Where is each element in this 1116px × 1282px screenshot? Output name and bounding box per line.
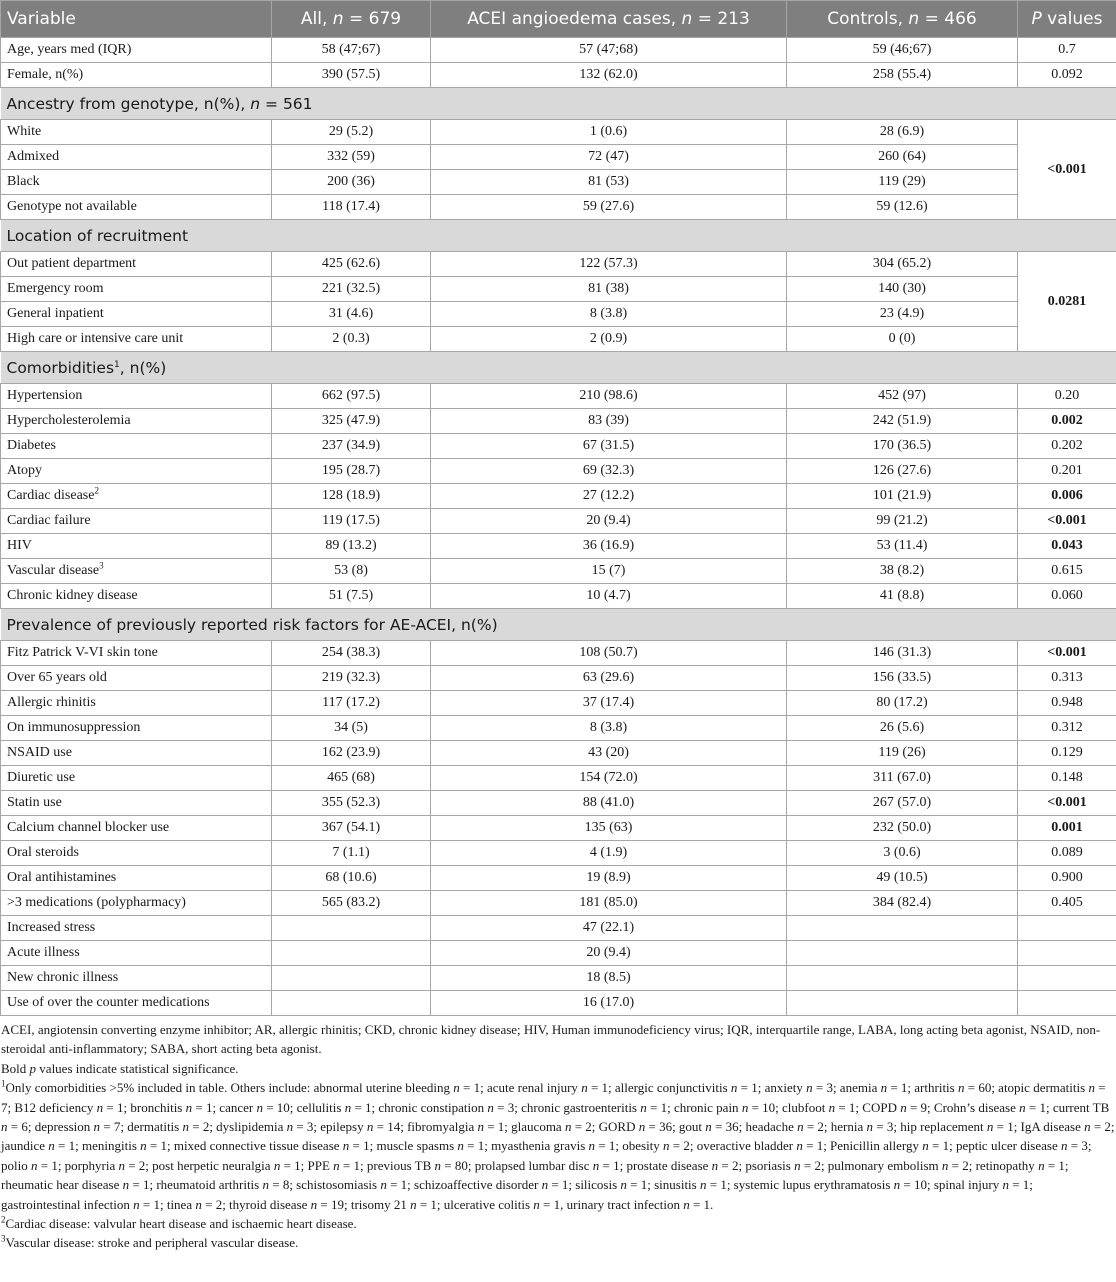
all-value: 662 (97.5): [272, 384, 431, 409]
row-label-text: Over 65 years old: [7, 670, 107, 685]
section-text: Ancestry from genotype, n(%),: [6, 94, 251, 113]
cases-value: 122 (57.3): [431, 252, 787, 277]
row-label: [1, 409, 272, 434]
table-row: [1, 327, 1116, 352]
row-label: [1, 716, 272, 741]
cases-value: 2 (0.9): [431, 327, 787, 352]
footnote-1: $^1$Only comorbidities >5% included in table. Others include: abnormal uterine bleeding n = 1; acute renal injury n = 1; allergic conjunctivitis n = 1; anxiety n = 3; anemia n = 1; arthritis n = 60; atopic dermatitis n = 7; B12 deficiency n = 1; bronchitis n = 1; cancer n = 10; cellulitis n = 1; chronic constipation n = 3; chronic gastroenteritis n = 1; chronic pain n = 10; clubfoot n = 1; COPD n = 9; Crohn’s disease n = 1; current TB n = 6; depression n = 7; dermatitis n = 2; dyslipidemia n = 3; epilepsy n = 14; fibromyalgia n = 1; glaucoma n = 2; GORD n = 36; gout n = 36; headache n = 2; hernia n = 3; hip replacement n = 1; IgA disease n = 2; jaundice n = 1; meningitis n = 1; mixed connective tissue disease n = 1; muscle spasms n = 1; myasthenia gravis n = 1; obesity n = 2; overactive bladder n = 1; Penicillin allergy n = 1; peptic ulcer disease n = 3; polio n = 1; porphyria n = 2; post herpetic neuralgia n = 1; PPE n = 1; previous TB n = 80; prolapsed lumbar disc n = 1; prostate disease n = 2; psoriasis n = 2; pulmonary embolism n = 2; retinopathy n = 1; rheumatic hear disease n = 1; rheumatoid arthritis n = 8; schistosomiasis n = 1; schizoaffective disorder n = 1; silicosis n = 1; sinusitis n = 1; systemic lupus erythramatosis n = 10; spinal injury n = 1; gastrointestinal infection n = 1; tinea n = 2; thyroid disease n = 19; trisomy 21 n = 1; ulcerative colitis n = 1, urinary tract infection n = 1.: [1, 1078, 1115, 1212]
cases-value: 10 (4.7): [431, 584, 787, 609]
table-footnotes: [0, 1020, 1116, 1253]
section-text: Prevalence of previously reported risk factors for AE-ACEI, n(%): [6, 615, 498, 634]
all-value: 58 (47;67): [272, 38, 431, 63]
row-label: [1, 434, 272, 459]
controls-value: 80 (17.2): [787, 691, 1018, 716]
row-label: [1, 509, 272, 534]
table-row: [1, 38, 1116, 63]
row-label: [1, 38, 272, 63]
row-label-text: Genotype not available: [7, 199, 137, 214]
row-label-text: Black: [7, 174, 40, 189]
p-value: 0.7: [1018, 38, 1116, 63]
section-text: = 561: [260, 94, 313, 113]
controls-value: 38 (8.2): [787, 559, 1018, 584]
p-value: 0.089: [1018, 841, 1116, 866]
controls-value: 242 (51.9): [787, 409, 1018, 434]
table-row: [1, 666, 1116, 691]
row-label: [1, 641, 272, 666]
all-value: 118 (17.4): [272, 195, 431, 220]
all-value: 325 (47.9): [272, 409, 431, 434]
table-row: [1, 170, 1116, 195]
cases-value: 18 (8.5): [431, 966, 787, 991]
controls-value: 140 (30): [787, 277, 1018, 302]
p-value: 0.001: [1018, 816, 1116, 841]
p-value: 0.948: [1018, 691, 1116, 716]
all-value: 89 (13.2): [272, 534, 431, 559]
row-label-text: Calcium channel blocker use: [7, 820, 170, 835]
table-row: [1, 384, 1116, 409]
row-label: [1, 866, 272, 891]
section-text: , n(%): [119, 358, 167, 377]
cases-value: 15 (7): [431, 559, 787, 584]
section-row: [1, 220, 1116, 252]
table-row: [1, 891, 1116, 916]
header-italic: n: [908, 9, 920, 29]
column-header: [272, 1, 431, 38]
row-label-text: >3 medications (polypharmacy): [7, 895, 186, 910]
row-label: [1, 559, 272, 584]
row-label: [1, 195, 272, 220]
row-label-text: On immunosuppression: [7, 720, 141, 735]
row-label: [1, 384, 272, 409]
row-label: [1, 484, 272, 509]
controls-value: [787, 916, 1018, 941]
row-label: [1, 327, 272, 352]
row-label: [1, 145, 272, 170]
section-italic: n: [250, 94, 261, 113]
p-value: 0.202: [1018, 434, 1116, 459]
p-value: 0.092: [1018, 63, 1116, 88]
section-title: [1, 352, 1116, 384]
row-label: [1, 816, 272, 841]
all-value: 119 (17.5): [272, 509, 431, 534]
row-label: [1, 966, 272, 991]
row-label-text: Fitz Patrick V-VI skin tone: [7, 645, 158, 660]
row-label: [1, 941, 272, 966]
p-value: <0.001: [1018, 509, 1116, 534]
all-value: 237 (34.9): [272, 434, 431, 459]
row-label: [1, 766, 272, 791]
section-title: [1, 220, 1116, 252]
row-label-text: Age, years med (IQR): [7, 42, 132, 57]
row-label: [1, 691, 272, 716]
all-value: 34 (5): [272, 716, 431, 741]
p-value: 0.201: [1018, 459, 1116, 484]
cases-value: 67 (31.5): [431, 434, 787, 459]
table-row: [1, 145, 1116, 170]
all-value: 117 (17.2): [272, 691, 431, 716]
footnote-marker: 2: [94, 485, 99, 496]
controls-value: 99 (21.2): [787, 509, 1018, 534]
all-value: 367 (54.1): [272, 816, 431, 841]
header-text: Controls,: [827, 9, 909, 29]
table-row: [1, 584, 1116, 609]
all-value: 425 (62.6): [272, 252, 431, 277]
row-label-text: Increased stress: [7, 920, 96, 935]
cases-value: 59 (27.6): [431, 195, 787, 220]
controls-value: 23 (4.9): [787, 302, 1018, 327]
header-italic: n: [681, 9, 693, 29]
controls-value: 3 (0.6): [787, 841, 1018, 866]
table-row: [1, 559, 1116, 584]
header-text: Variable: [7, 9, 76, 29]
controls-value: 49 (10.5): [787, 866, 1018, 891]
p-value: 0.0281: [1018, 252, 1116, 352]
cases-value: 36 (16.9): [431, 534, 787, 559]
controls-value: 267 (57.0): [787, 791, 1018, 816]
controls-value: 119 (29): [787, 170, 1018, 195]
cases-value: 20 (9.4): [431, 941, 787, 966]
row-label-text: HIV: [7, 538, 32, 553]
section-row: [1, 88, 1116, 120]
controls-value: 311 (67.0): [787, 766, 1018, 791]
controls-value: 0 (0): [787, 327, 1018, 352]
table-row: [1, 791, 1116, 816]
cases-value: 72 (47): [431, 145, 787, 170]
controls-value: 28 (6.9): [787, 120, 1018, 145]
cases-value: 8 (3.8): [431, 302, 787, 327]
cases-value: 20 (9.4): [431, 509, 787, 534]
all-value: 565 (83.2): [272, 891, 431, 916]
table-row: [1, 252, 1116, 277]
p-value: 0.006: [1018, 484, 1116, 509]
p-value: [1018, 991, 1116, 1016]
cases-value: 154 (72.0): [431, 766, 787, 791]
controls-value: 59 (12.6): [787, 195, 1018, 220]
p-value: <0.001: [1018, 120, 1116, 220]
header-italic: P: [1031, 9, 1042, 29]
all-value: 254 (38.3): [272, 641, 431, 666]
section-text: Comorbidities: [6, 358, 115, 377]
controls-value: 53 (11.4): [787, 534, 1018, 559]
cases-value: 47 (22.1): [431, 916, 787, 941]
row-label: [1, 302, 272, 327]
all-value: 219 (32.3): [272, 666, 431, 691]
all-value: 200 (36): [272, 170, 431, 195]
table-row: [1, 434, 1116, 459]
row-label-text: Out patient department: [7, 256, 137, 271]
p-value: [1018, 941, 1116, 966]
footnote-marker: 1: [114, 359, 120, 370]
controls-value: 170 (36.5): [787, 434, 1018, 459]
row-label: [1, 170, 272, 195]
row-label-text: High care or intensive care unit: [7, 331, 184, 346]
cases-value: 37 (17.4): [431, 691, 787, 716]
all-value: [272, 941, 431, 966]
cases-value: 83 (39): [431, 409, 787, 434]
all-value: 332 (59): [272, 145, 431, 170]
cases-value: 57 (47;68): [431, 38, 787, 63]
row-label-text: Female, n(%): [7, 67, 84, 82]
header-text: All,: [300, 9, 333, 29]
row-label-text: Acute illness: [7, 945, 80, 960]
p-value: 0.148: [1018, 766, 1116, 791]
controls-value: 26 (5.6): [787, 716, 1018, 741]
section-row: [1, 609, 1116, 641]
abbreviations-note: ACEI, angiotensin converting enzyme inhibitor; AR, allergic rhinitis; CKD, chronic kidney disease; HIV, Human immunodeficiency virus; IQR, interquartile range, LABA, long acting beta agonist, NSAID, non-steroidal anti-inflammatory; SABA, short acting beta agonist.: [1, 1022, 1101, 1057]
p-value: <0.001: [1018, 791, 1116, 816]
table-row: [1, 816, 1116, 841]
cases-value: 27 (12.2): [431, 484, 787, 509]
section-text: Location of recruitment: [6, 226, 189, 245]
table-row: [1, 509, 1116, 534]
cases-value: 81 (38): [431, 277, 787, 302]
controls-value: 232 (50.0): [787, 816, 1018, 841]
table-row: [1, 741, 1116, 766]
controls-value: 384 (82.4): [787, 891, 1018, 916]
row-label-text: New chronic illness: [7, 970, 119, 985]
bold-note: Bold p values indicate statistical significance.: [1, 1060, 239, 1076]
all-value: 465 (68): [272, 766, 431, 791]
p-value: 0.405: [1018, 891, 1116, 916]
row-label: [1, 63, 272, 88]
all-value: [272, 991, 431, 1016]
row-label-text: Cardiac disease: [7, 488, 95, 503]
all-value: 221 (32.5): [272, 277, 431, 302]
header-text: = 466: [919, 9, 977, 29]
cases-value: 108 (50.7): [431, 641, 787, 666]
controls-value: 156 (33.5): [787, 666, 1018, 691]
row-label-text: Oral antihistamines: [7, 870, 117, 885]
cases-value: 81 (53): [431, 170, 787, 195]
row-label-text: Diuretic use: [7, 770, 76, 785]
all-value: 29 (5.2): [272, 120, 431, 145]
row-label: [1, 666, 272, 691]
row-label: [1, 534, 272, 559]
all-value: 7 (1.1): [272, 841, 431, 866]
controls-value: 304 (65.2): [787, 252, 1018, 277]
table-row: [1, 63, 1116, 88]
controls-value: 258 (55.4): [787, 63, 1018, 88]
row-label-text: Use of over the counter medications: [7, 995, 210, 1010]
cases-value: 181 (85.0): [431, 891, 787, 916]
controls-value: [787, 941, 1018, 966]
header-row: [1, 1, 1116, 38]
row-label: [1, 841, 272, 866]
p-value: 0.129: [1018, 741, 1116, 766]
row-label-text: White: [7, 124, 42, 139]
column-header: [1018, 1, 1116, 38]
header-text: = 213: [692, 9, 750, 29]
cases-value: 88 (41.0): [431, 791, 787, 816]
all-value: 53 (8): [272, 559, 431, 584]
all-value: 51 (7.5): [272, 584, 431, 609]
table-row: [1, 641, 1116, 666]
table-row: [1, 966, 1116, 991]
table-row: [1, 484, 1116, 509]
row-label-text: Admixed: [7, 149, 60, 164]
footnote-2: $^2$Cardiac disease: valvular heart disease and ischaemic heart disease.: [1, 1214, 357, 1232]
cases-value: 63 (29.6): [431, 666, 787, 691]
row-label: [1, 584, 272, 609]
table-row: [1, 866, 1116, 891]
footnote-3: $^3$Vascular disease: stroke and peripheral vascular disease.: [1, 1234, 299, 1251]
p-value: 0.002: [1018, 409, 1116, 434]
header-text: = 679: [343, 9, 402, 29]
table-row: [1, 120, 1116, 145]
cases-value: 4 (1.9): [431, 841, 787, 866]
controls-value: 260 (64): [787, 145, 1018, 170]
row-label-text: Hypercholesterolemia: [7, 413, 131, 428]
row-label: [1, 252, 272, 277]
controls-value: 126 (27.6): [787, 459, 1018, 484]
row-label: [1, 891, 272, 916]
p-value: 0.313: [1018, 666, 1116, 691]
row-label-text: Cardiac failure: [7, 513, 91, 528]
table-row: [1, 841, 1116, 866]
row-label-text: Vascular disease: [7, 563, 100, 578]
cases-value: 8 (3.8): [431, 716, 787, 741]
p-value: [1018, 966, 1116, 991]
table-row: [1, 691, 1116, 716]
cases-value: 210 (98.6): [431, 384, 787, 409]
table-row: [1, 302, 1116, 327]
controls-value: 59 (46;67): [787, 38, 1018, 63]
row-label-text: Statin use: [7, 795, 62, 810]
p-value: <0.001: [1018, 641, 1116, 666]
controls-value: [787, 991, 1018, 1016]
table-row: [1, 459, 1116, 484]
controls-value: [787, 966, 1018, 991]
table-row: [1, 916, 1116, 941]
p-value: 0.900: [1018, 866, 1116, 891]
controls-value: 452 (97): [787, 384, 1018, 409]
controls-value: 146 (31.3): [787, 641, 1018, 666]
row-label-text: Atopy: [7, 463, 42, 478]
controls-value: 119 (26): [787, 741, 1018, 766]
p-value: 0.312: [1018, 716, 1116, 741]
all-value: 128 (18.9): [272, 484, 431, 509]
table-row: [1, 195, 1116, 220]
row-label: [1, 741, 272, 766]
row-label-text: Hypertension: [7, 388, 83, 403]
section-title: [1, 609, 1116, 641]
row-label-text: Allergic rhinitis: [7, 695, 96, 710]
all-value: [272, 916, 431, 941]
controls-value: 101 (21.9): [787, 484, 1018, 509]
footnote-marker: 3: [99, 560, 104, 571]
all-value: 195 (28.7): [272, 459, 431, 484]
table-row: [1, 991, 1116, 1016]
cases-value: 135 (63): [431, 816, 787, 841]
p-value: 0.615: [1018, 559, 1116, 584]
p-value: 0.20: [1018, 384, 1116, 409]
column-header: [431, 1, 787, 38]
row-label: [1, 916, 272, 941]
all-value: [272, 966, 431, 991]
row-label: [1, 791, 272, 816]
row-label-text: NSAID use: [7, 745, 72, 760]
row-label-text: General inpatient: [7, 306, 104, 321]
row-label-text: Oral steroids: [7, 845, 79, 860]
all-value: 162 (23.9): [272, 741, 431, 766]
row-label: [1, 120, 272, 145]
cases-value: 1 (0.6): [431, 120, 787, 145]
row-label: [1, 991, 272, 1016]
all-value: 68 (10.6): [272, 866, 431, 891]
cases-value: 43 (20): [431, 741, 787, 766]
controls-value: 41 (8.8): [787, 584, 1018, 609]
p-value: [1018, 916, 1116, 941]
table-row: [1, 277, 1116, 302]
row-label-text: Chronic kidney disease: [7, 588, 138, 603]
p-value: 0.043: [1018, 534, 1116, 559]
all-value: 2 (0.3): [272, 327, 431, 352]
table-row: [1, 409, 1116, 434]
cases-value: 69 (32.3): [431, 459, 787, 484]
table-row: [1, 534, 1116, 559]
header-text: ACEI angioedema cases,: [467, 9, 682, 29]
all-value: 31 (4.6): [272, 302, 431, 327]
section-title: [1, 88, 1116, 120]
row-label: [1, 459, 272, 484]
all-value: 355 (52.3): [272, 791, 431, 816]
cases-value: 19 (8.9): [431, 866, 787, 891]
all-value: 390 (57.5): [272, 63, 431, 88]
p-value: 0.060: [1018, 584, 1116, 609]
column-header: [787, 1, 1018, 38]
header-text: values: [1041, 9, 1103, 29]
header-italic: n: [332, 9, 344, 29]
row-label: [1, 277, 272, 302]
cases-value: 132 (62.0): [431, 63, 787, 88]
row-label-text: Diabetes: [7, 438, 56, 453]
table-row: [1, 716, 1116, 741]
section-row: [1, 352, 1116, 384]
table-row: [1, 941, 1116, 966]
column-header: [1, 1, 272, 38]
row-label-text: Emergency room: [7, 281, 104, 296]
table-row: [1, 766, 1116, 791]
cases-value: 16 (17.0): [431, 991, 787, 1016]
